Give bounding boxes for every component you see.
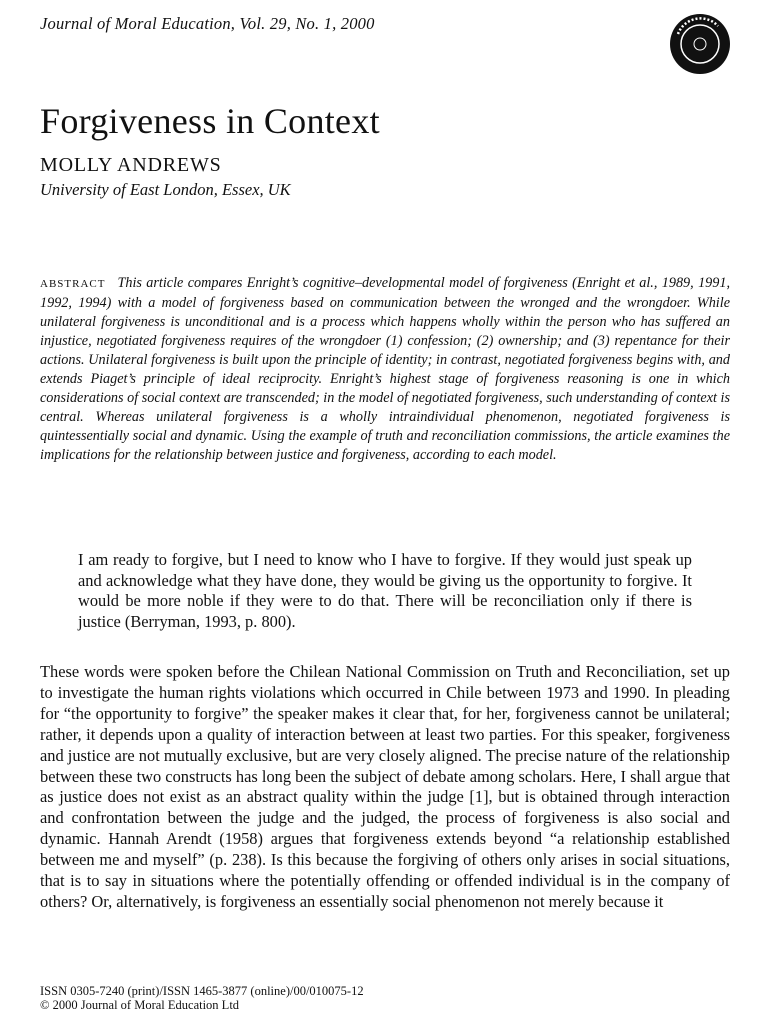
abstract-text: This article compares Enright’s cognitive–developmental model of forgiveness (Enright et al., 1989, 1991, 1992, 1994) with a model of forgiveness based on communication between the wronged and the wrongdoer. While unilateral forgiveness is unconditional and is a process which happens wholly within the person who has suffered an injustice, negotiated forgiveness requires of the wrongdoer (1) confession; (2) ownership; and (3) repentance for their actions. Unilateral forgiveness is built upon the principle of identity; in contrast, negotiated forgiveness begins with, and extends Piaget’s principle of ideal reciprocity. Enright’s highest stage of forgiveness reasoning is one in which considerations of social context are transcended; in the model of negotiated forgiveness, such understanding of context is central. Whereas unilateral forgiveness is a wholly intraindividual phenomenon, negotiated forgiveness is quintessentially social and dynamic. Using the example of truth and reconciliation commissions, the article examines the implications for the relationship between justice and forgiveness, according to each model. [40,275,730,463]
article-title: Forgiveness in Context [40,101,380,141]
publisher-seal-icon [668,12,732,76]
block-quote: I am ready to forgive, but I need to know who I have to forgive. If they would just speak up and acknowledge what they have done, they would be giving us the opportunity to forgive. It would be more noble if they were to do that. There will be reconciliation only if there is justice (Berryman, 1993, p. 800). [78,550,692,631]
copyright-line: © 2000 Journal of Moral Education Ltd [40,998,240,1012]
footer [40,984,364,1012]
abstract [40,274,730,465]
abstract-label: ABSTRACT [40,278,106,290]
body-paragraph: These words were spoken before the Chilean National Commission on Truth and Reconciliation, set up to investigate the human rights violations which occurred in Chile between 1973 and 1990. In pleading for “the opportunity to forgive” the speaker makes it clear that, for her, forgiveness cannot be unilateral; rather, it depends upon a quality of interaction between at least two parties. For this speaker, forgiveness and justice are not mutually exclusive, but are very closely aligned. The precise nature of the relationship between these two constructs has long been the subject of debate among scholars. Here, I shall argue that as justice does not exist as an abstract quality within the judge [1], but is obtained through interaction and confrontation between the judge and the judged, the process of forgiveness is also social and dynamic. Hannah Arendt (1958) argues that forgiveness extends beyond “a relationship established between me and myself” (p. 238). Is this because the forgiving of others only arises in social situations, that is to say in situations where the potentially offending or offended individual is in the company of others? Or, alternatively, is forgiveness an essentially social phenomenon not merely because it [40,662,730,911]
issn-line: ISSN 0305-7240 (print)/ISSN 1465-3877 (online)/00/010075-12 [40,984,364,998]
author-affiliation: University of East London, Essex, UK [40,180,291,199]
author-name: MOLLY ANDREWS [40,154,222,176]
journal-header: Journal of Moral Education, Vol. 29, No. 1, 2000 [40,14,375,33]
